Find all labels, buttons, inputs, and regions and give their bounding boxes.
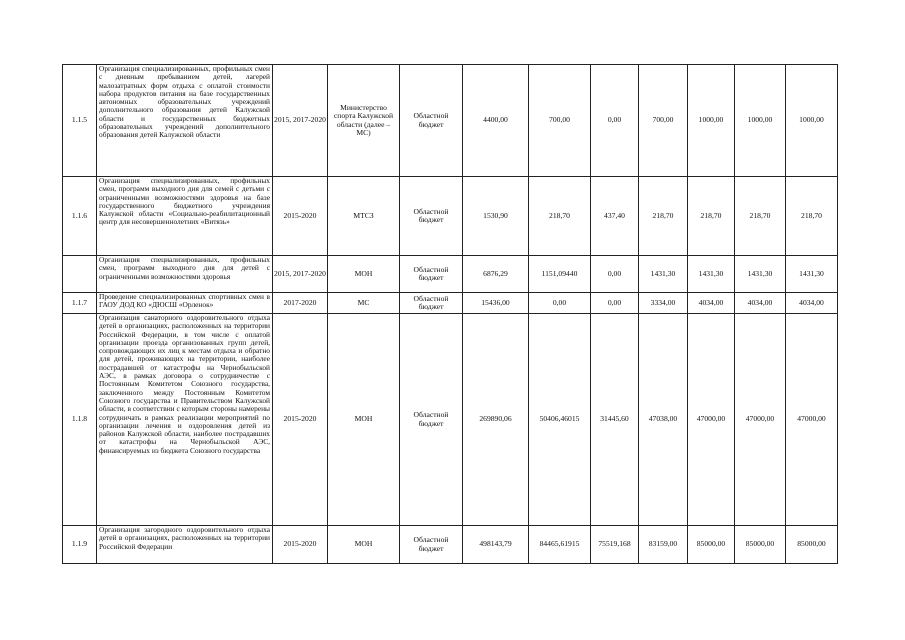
total-cell: 269890,06: [463, 314, 529, 526]
table-row: [63, 293, 838, 314]
year-cell: 1000,00: [786, 65, 838, 177]
year-cell: 75519,168: [591, 526, 639, 564]
measure-description: Организация специализированных, профильных смен, программ выходного дня для детей с ограниченными возможностями здоровья: [97, 256, 273, 293]
year-cell: 1000,00: [688, 65, 735, 177]
year-cell: 1431,30: [688, 256, 735, 293]
year-cell: 1431,30: [639, 256, 688, 293]
period-cell: 2015-2020: [273, 314, 328, 526]
executor-cell: МОН: [328, 526, 400, 564]
executor-cell: МТСЗ: [328, 177, 400, 256]
year-cell: 4034,00: [735, 293, 786, 314]
year-cell: 218,70: [529, 177, 591, 256]
year-cell: 83159,00: [639, 526, 688, 564]
row-number: 1.1.8: [63, 314, 97, 526]
measure-description: Организация специализированных, профильных смен с дневным пребыванием детей, лагерей малозатратных форм отдыха с оплатой стоимости набора продуктов питания на базе государственных автономных образовательных учреждений дополнительного образования детей Калужской области и государственных бюджетных образовательных учреждений дополнительного образования детей Калужской области: [97, 65, 273, 177]
row-number: [63, 256, 97, 293]
year-cell: 84465,61915: [529, 526, 591, 564]
year-cell: 47038,00: [639, 314, 688, 526]
year-cell: 1151,09440: [529, 256, 591, 293]
total-cell: 6876,29: [463, 256, 529, 293]
year-cell: 0,00: [591, 293, 639, 314]
year-cell: 85000,00: [786, 526, 838, 564]
row-number: 1.1.5: [63, 65, 97, 177]
measure-description: Организация специализированных, профильных смен, программ выходного дня для семей с детьми с ограниченными возможностями здоровья на базе государственного бюджетного учреждения Калужской области «Социально-реабилитационный центр для несовершеннолетних «Витязь»: [97, 177, 273, 256]
funding-source-cell: Областной бюджет: [400, 526, 463, 564]
year-cell: 700,00: [529, 65, 591, 177]
year-cell: 4034,00: [786, 293, 838, 314]
year-cell: 47000,00: [786, 314, 838, 526]
year-cell: 4034,00: [688, 293, 735, 314]
year-cell: 218,70: [786, 177, 838, 256]
table-row: [63, 65, 838, 177]
period-cell: 2015, 2017-2020: [273, 65, 328, 177]
period-cell: 2017-2020: [273, 293, 328, 314]
total-cell: 1530,90: [463, 177, 529, 256]
funding-source-cell: Областной бюджет: [400, 293, 463, 314]
row-number: 1.1.9: [63, 526, 97, 564]
period-cell: 2015-2020: [273, 526, 328, 564]
table-row: [63, 177, 838, 256]
year-cell: 47000,00: [735, 314, 786, 526]
year-cell: 218,70: [639, 177, 688, 256]
table-row: [63, 256, 838, 293]
year-cell: 1431,30: [735, 256, 786, 293]
funding-source-cell: Областной бюджет: [400, 256, 463, 293]
year-cell: 1431,30: [786, 256, 838, 293]
total-cell: 498143,79: [463, 526, 529, 564]
year-cell: 700,00: [639, 65, 688, 177]
executor-cell: МОН: [328, 314, 400, 526]
year-cell: 85000,00: [735, 526, 786, 564]
year-cell: 218,70: [735, 177, 786, 256]
executor-cell: МОН: [328, 256, 400, 293]
period-cell: 2015, 2017-2020: [273, 256, 328, 293]
funding-source-cell: Областной бюджет: [400, 177, 463, 256]
executor-cell: МС: [328, 293, 400, 314]
funding-source-cell: Областной бюджет: [400, 65, 463, 177]
year-cell: 0,00: [591, 256, 639, 293]
table-row: [63, 526, 838, 564]
row-number: 1.1.7: [63, 293, 97, 314]
year-cell: 0,00: [529, 293, 591, 314]
measure-description: Проведение специализированных спортивных смен в ГАОУ ДОД КО «ДЮСШ «Орленок»: [97, 293, 273, 314]
year-cell: 218,70: [688, 177, 735, 256]
measure-description: Организация загородного оздоровительного отдыха детей в организациях, расположенных на территории Российской Федерации: [97, 526, 273, 564]
year-cell: 1000,00: [735, 65, 786, 177]
executor-cell: Министерство спорта Калужской области (далее – МС): [328, 65, 400, 177]
year-cell: 0,00: [591, 65, 639, 177]
year-cell: 85000,00: [688, 526, 735, 564]
budget-table-sheet: [62, 64, 837, 564]
year-cell: 47000,00: [688, 314, 735, 526]
row-number: 1.1.6: [63, 177, 97, 256]
year-cell: 31445,60: [591, 314, 639, 526]
total-cell: 4400,00: [463, 65, 529, 177]
measure-description: Организация санаторного оздоровительного отдыха детей в организациях, расположенных на территории Российской Федерации, в том числе с оплатой организации проезда организованных групп детей, сопровождающих их лиц к местам отдыха и обратно для детей, проживающих на территории, наиболее пострадавшей от катастрофы на Чернобыльской АЭС, в рамках договора о сотрудничестве с Постоянным Комитетом Союзного государства, заключенного между Постоянным Комитетом Союзного государства и Правительством Калужской области, в соответствии с которым стороны намерены сотрудничать в рамках реализации мероприятий по организации лечения и оздоровления детей из районов Калужской области, наиболее пострадавших от катастрофы на Чернобыльской АЭС, финансируемых из бюджета Союзного государства: [97, 314, 273, 526]
table-row: [63, 314, 838, 526]
year-cell: 3334,00: [639, 293, 688, 314]
period-cell: 2015-2020: [273, 177, 328, 256]
budget-table: [62, 64, 838, 564]
total-cell: 15436,00: [463, 293, 529, 314]
year-cell: 50406,46015: [529, 314, 591, 526]
year-cell: 437,40: [591, 177, 639, 256]
funding-source-cell: Областной бюджет: [400, 314, 463, 526]
